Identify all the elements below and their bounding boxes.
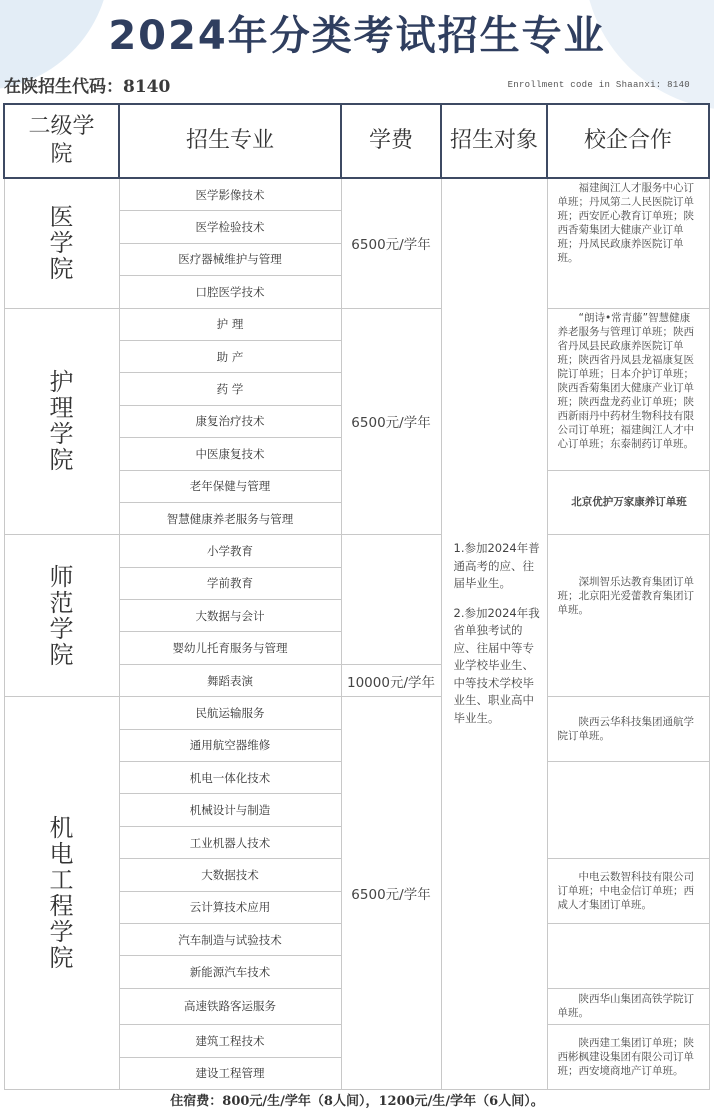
major-cell: 机电一体化技术	[119, 762, 341, 794]
major-cell: 口腔医学技术	[119, 276, 341, 308]
major-cell: 工业机器人技术	[119, 826, 341, 858]
major-cell: 云计算技术应用	[119, 891, 341, 923]
major-cell: 老年保健与管理	[119, 470, 341, 502]
fee-cell: 6500元/学年	[341, 178, 441, 308]
major-cell: 通用航空器维修	[119, 729, 341, 761]
target-p2: 2.参加2024年我省单独考试的应、往届中等专业学校毕业生、中等技术学校毕业生、职业高中毕业生。	[453, 605, 540, 725]
fee-cell: 6500元/学年	[341, 697, 441, 1090]
page-title: 2024年分类考试招生专业	[108, 13, 606, 59]
coop-cell-empty	[547, 762, 709, 859]
major-cell: 医学检验技术	[119, 211, 341, 243]
header-coop: 校企合作	[547, 104, 709, 178]
header-major: 招生专业	[119, 104, 341, 178]
target-p1: 1.参加2024年普通高考的应、往届毕业生。	[453, 541, 540, 591]
major-cell: 中医康复技术	[119, 438, 341, 470]
coop-cell-empty	[547, 923, 709, 988]
table-header-row	[4, 104, 709, 178]
major-cell: 舞蹈表演	[119, 664, 341, 696]
major-cell: 高速铁路客运服务	[119, 988, 341, 1024]
coop-cell: 陕西华山集团高铁学院订单班。	[547, 988, 709, 1024]
header-fee: 学费	[341, 104, 441, 178]
enrollment-code-cn: 在陕招生代码：8140	[4, 77, 171, 97]
accommodation-fee-note: 住宿费：800元/生/学年（8人间），1200元/生/学年（6人间）。	[170, 1094, 544, 1109]
college-medical: 医学院	[4, 178, 119, 308]
table-row	[4, 308, 709, 340]
coop-cell: 陕西建工集团订单班；陕西彬枫建设集团有限公司订单班；西安境商地产订单班。	[547, 1025, 709, 1090]
fee-cell: 10000元/学年	[341, 664, 441, 696]
header-college: 二级学院	[4, 104, 119, 178]
major-cell: 小学教育	[119, 535, 341, 567]
header-target: 招生对象	[441, 104, 547, 178]
fee-cell: 6500元/学年	[341, 308, 441, 535]
enrollment-code-en: Enrollment code in Shaanxi: 8140	[507, 80, 690, 90]
major-cell: 建设工程管理	[119, 1057, 341, 1089]
coop-cell: 中电云数智科技有限公司订单班；中电金信订单班；西咸人才集团订单班。	[547, 859, 709, 924]
coop-cell: 福建闽江人才服务中心订单班；丹凤第二人民医院订单班；西安匠心教育订单班；陕西香菊集团大健康产业订单班；丹凤民政康养医院订单班。	[547, 178, 709, 308]
major-cell: 助 产	[119, 340, 341, 372]
major-cell: 医学影像技术	[119, 178, 341, 211]
coop-cell: “朗诗•常青藤”智慧健康养老服务与管理订单班；陕西省丹凤县民政康养医院订单班；陕西省丹凤县龙福康复医院订单班；日本介护订单班；陕西香菊集团大健康产业订单班；陕西盘龙药业订单班；陕西新雨丹中药材生物科技有限公司订单班；福建闽江人才中心订单班；东泰制药订单班。	[547, 308, 709, 470]
major-cell: 婴幼儿托育服务与管理	[119, 632, 341, 664]
major-cell: 建筑工程技术	[119, 1025, 341, 1057]
coop-cell: 北京优护万家康养订单班	[547, 470, 709, 535]
major-cell: 新能源汽车技术	[119, 956, 341, 988]
major-cell: 学前教育	[119, 567, 341, 599]
major-cell: 民航运输服务	[119, 697, 341, 729]
fee-cell	[341, 535, 441, 665]
table-row	[4, 178, 709, 211]
college-nursing: 护理学院	[4, 308, 119, 535]
major-cell: 药 学	[119, 373, 341, 405]
enrollment-table	[3, 103, 710, 1090]
college-mech: 机电工程学院	[4, 697, 119, 1090]
major-cell: 大数据与会计	[119, 600, 341, 632]
major-cell: 医疗器械维护与管理	[119, 243, 341, 275]
major-cell: 康复治疗技术	[119, 405, 341, 437]
major-cell: 汽车制造与试验技术	[119, 923, 341, 955]
table-row	[4, 697, 709, 729]
target-cell	[441, 178, 547, 1089]
major-cell: 机械设计与制造	[119, 794, 341, 826]
major-cell: 大数据技术	[119, 859, 341, 891]
major-cell: 护 理	[119, 308, 341, 340]
table-row	[4, 535, 709, 567]
coop-cell: 陕西云华科技集团通航学院订单班。	[547, 697, 709, 762]
college-teacher: 师范学院	[4, 535, 119, 697]
major-cell: 智慧健康养老服务与管理	[119, 502, 341, 534]
coop-cell: 深圳智乐达教育集团订单班；北京阳光爱蕾教育集团订单班。	[547, 535, 709, 697]
